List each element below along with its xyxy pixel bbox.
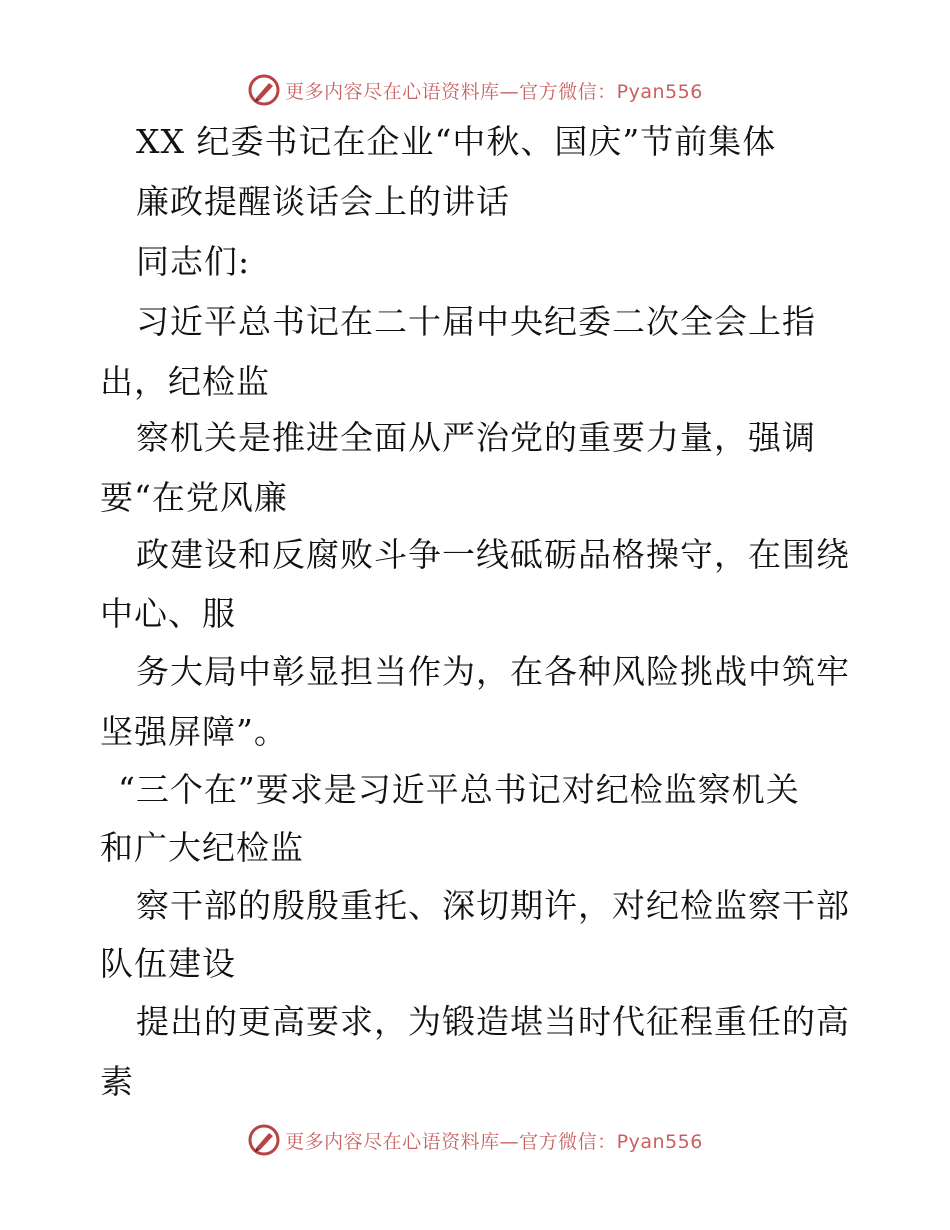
footer-watermark-text: 更多内容尽在心语资料库—官方微信：Pyan556 xyxy=(285,1130,703,1153)
paragraph-line: 务大局中彰显担当作为，在各种风险挑战中筑牢 xyxy=(136,652,850,691)
header-watermark-banner xyxy=(0,70,950,110)
paragraph-line: 中心、服 xyxy=(100,594,236,633)
paragraph-line: 队伍建设 xyxy=(100,944,236,983)
footer-watermark-banner xyxy=(0,1120,950,1160)
paragraph-line: 察干部的殷殷重托、深切期许，对纪检监察干部 xyxy=(136,886,850,925)
paragraph-line: 要“在党风廉 xyxy=(100,478,288,517)
pen-logo-icon xyxy=(247,1123,281,1157)
document-title-line-2: 廉政提醒谈话会上的讲话 xyxy=(136,182,510,221)
paragraph-line: 坚强屏障”。 xyxy=(100,712,288,751)
paragraph-line: 习近平总书记在二十届中央纪委二次全会上指 xyxy=(136,302,816,341)
paragraph-line: 出，纪检监 xyxy=(100,362,270,401)
paragraph-line: “三个在”要求是习近平总书记对纪检监察机关 xyxy=(118,770,800,809)
header-watermark-text: 更多内容尽在心语资料库—官方微信：Pyan556 xyxy=(285,80,703,103)
salutation: 同志们: xyxy=(136,242,251,281)
paragraph-line: 政建设和反腐败斗争一线砥砺品格操守，在围绕 xyxy=(136,535,850,574)
paragraph-line: 素 xyxy=(100,1062,134,1101)
paragraph-line: 察机关是推进全面从严治党的重要力量，强调 xyxy=(136,418,816,457)
document-title-line-1: XX 纪委书记在企业“中秋、国庆”节前集体 xyxy=(136,122,777,161)
pen-logo-icon xyxy=(247,73,281,107)
paragraph-line: 和广大纪检监 xyxy=(100,828,304,867)
paragraph-line: 提出的更高要求，为锻造堪当时代征程重任的高 xyxy=(136,1002,850,1041)
